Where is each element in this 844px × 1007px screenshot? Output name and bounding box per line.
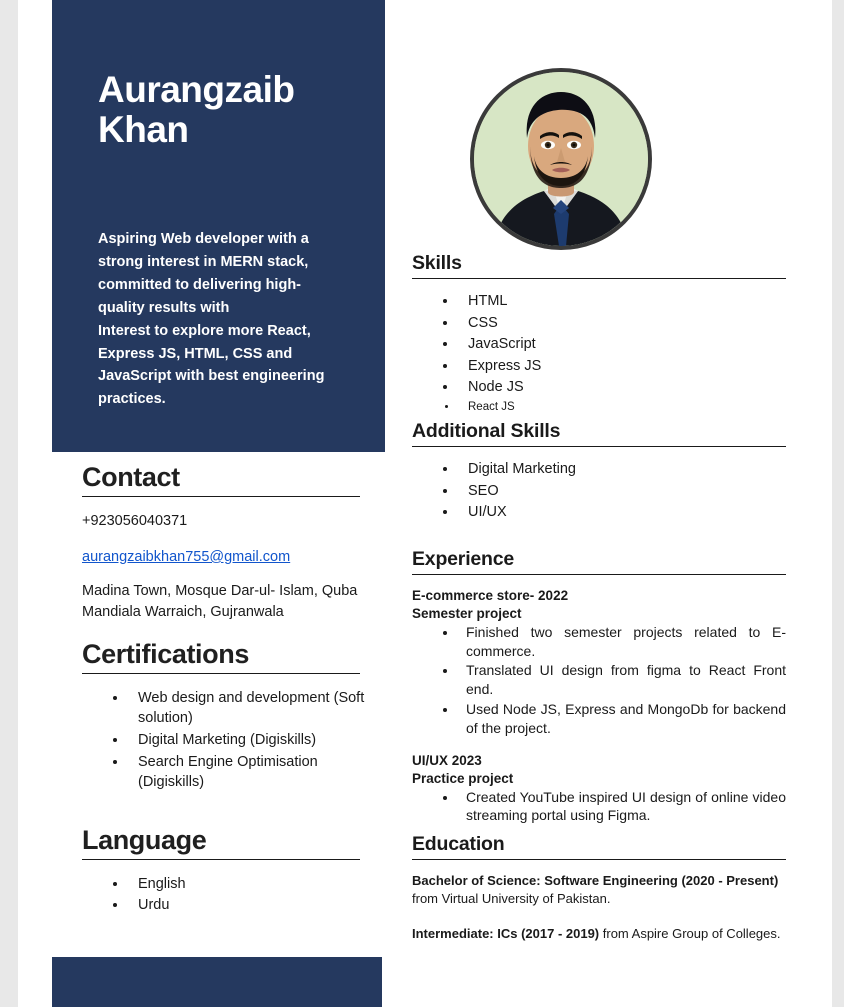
experience-entry <box>412 752 786 825</box>
candidate-name <box>98 70 373 150</box>
additional-skills-list <box>412 459 786 523</box>
list-item: • JavaScript <box>458 334 786 355</box>
footer-banner <box>52 957 382 1007</box>
list-item: • Digital Marketing <box>458 459 786 480</box>
resume-page <box>18 0 832 1007</box>
certifications-section <box>82 639 378 793</box>
address-line-2: Mandiala Warraich, Gujranwala <box>82 603 284 620</box>
certifications-heading: Certifications <box>82 638 249 669</box>
list-item: • Digital Marketing (Digiskills) <box>128 730 378 751</box>
header-banner <box>52 0 385 452</box>
education-divider <box>412 859 786 860</box>
contact-heading: Contact <box>82 462 180 492</box>
additional-skills-divider <box>412 446 786 447</box>
list-item: • English <box>128 874 378 895</box>
experience-subtitle: Practice project <box>412 770 514 786</box>
summary-line-6: Express JS, HTML, CSS and <box>98 345 293 362</box>
contact-phone: +923056040371 <box>82 512 188 529</box>
additional-skills-section <box>412 420 786 524</box>
list-item: • Web design and development (Soft solution) <box>128 688 378 729</box>
name-last: Khan <box>98 108 189 150</box>
additional-skills-heading: Additional Skills <box>412 420 561 442</box>
contact-address <box>82 581 378 623</box>
experience-subtitle: Semester project <box>412 605 522 621</box>
list-item: • HTML <box>458 291 786 312</box>
certifications-divider <box>82 673 360 674</box>
experience-heading: Experience <box>412 548 515 570</box>
experience-section <box>412 548 786 826</box>
experience-title: E-commerce store- 2022 <box>412 588 569 603</box>
list-item: • SEO <box>458 481 786 502</box>
list-item: • CSS <box>458 313 786 334</box>
skills-divider <box>412 278 786 279</box>
list-item: • Finished two semester projects related to E-commerce. <box>458 623 786 661</box>
summary-line-3: committed to delivering high- <box>98 276 302 293</box>
experience-divider <box>412 574 786 575</box>
summary-line-1: Aspiring Web developer with a <box>98 231 309 247</box>
language-heading: Language <box>82 824 207 855</box>
summary-line-7: JavaScript with best engineering <box>98 368 325 385</box>
profile-summary <box>98 228 348 411</box>
summary-line-2: strong interest in MERN stack, <box>98 253 309 270</box>
education-section <box>412 833 786 943</box>
list-item: • Created YouTube inspired UI design of online video streaming portal using Figma. <box>458 788 786 826</box>
name-first: Aurangzaib <box>98 69 295 110</box>
language-section <box>82 825 378 916</box>
experience-title: UI/UX 2023 <box>412 752 482 768</box>
list-item: • Urdu <box>128 895 378 916</box>
experience-entry <box>412 587 786 738</box>
list-item: • Used Node JS, Express and MongoDb for backend of the project. <box>458 700 786 738</box>
profile-photo-icon <box>474 72 648 246</box>
section-spacer <box>82 799 378 825</box>
experience-bullets <box>412 788 786 826</box>
education-degree: Bachelor of Science: Software Engineering (2020 - Present) <box>412 873 779 888</box>
contact-email-link[interactable]: aurangzaibkhan755@gmail.com <box>82 548 291 565</box>
language-list <box>82 874 378 916</box>
certifications-list <box>82 688 378 793</box>
education-degree: Intermediate: ICs (2017 - 2019) <box>412 926 600 942</box>
skills-section <box>412 252 786 416</box>
education-institution: from Aspire Group of Colleges. <box>599 926 781 942</box>
list-item: • UI/UX <box>458 502 786 523</box>
education-entry <box>412 925 786 943</box>
avatar <box>470 68 652 250</box>
experience-bullets <box>412 623 786 738</box>
summary-line-4: quality results with <box>98 299 230 316</box>
list-item: • Translated UI design from figma to React Front end. <box>458 661 786 699</box>
education-entry <box>412 872 786 907</box>
list-item: • React JS <box>458 399 786 415</box>
contact-section <box>82 462 378 623</box>
list-item: • Express JS <box>458 356 786 377</box>
address-line-1: Madina Town, Mosque Dar-ul- Islam, Quba <box>82 582 358 599</box>
list-item: • Search Engine Optimisation (Digiskills) <box>128 752 378 793</box>
left-column <box>82 462 378 922</box>
skills-list <box>412 291 786 415</box>
list-item: • Node JS <box>458 377 786 398</box>
summary-line-5: Interest to explore more React, <box>98 322 311 339</box>
summary-line-8: practices. <box>98 391 166 408</box>
education-heading: Education <box>412 833 505 855</box>
education-institution: from Virtual University of Pakistan. <box>412 890 611 906</box>
language-divider <box>82 859 360 860</box>
skills-heading: Skills <box>412 252 462 274</box>
contact-divider <box>82 496 360 497</box>
